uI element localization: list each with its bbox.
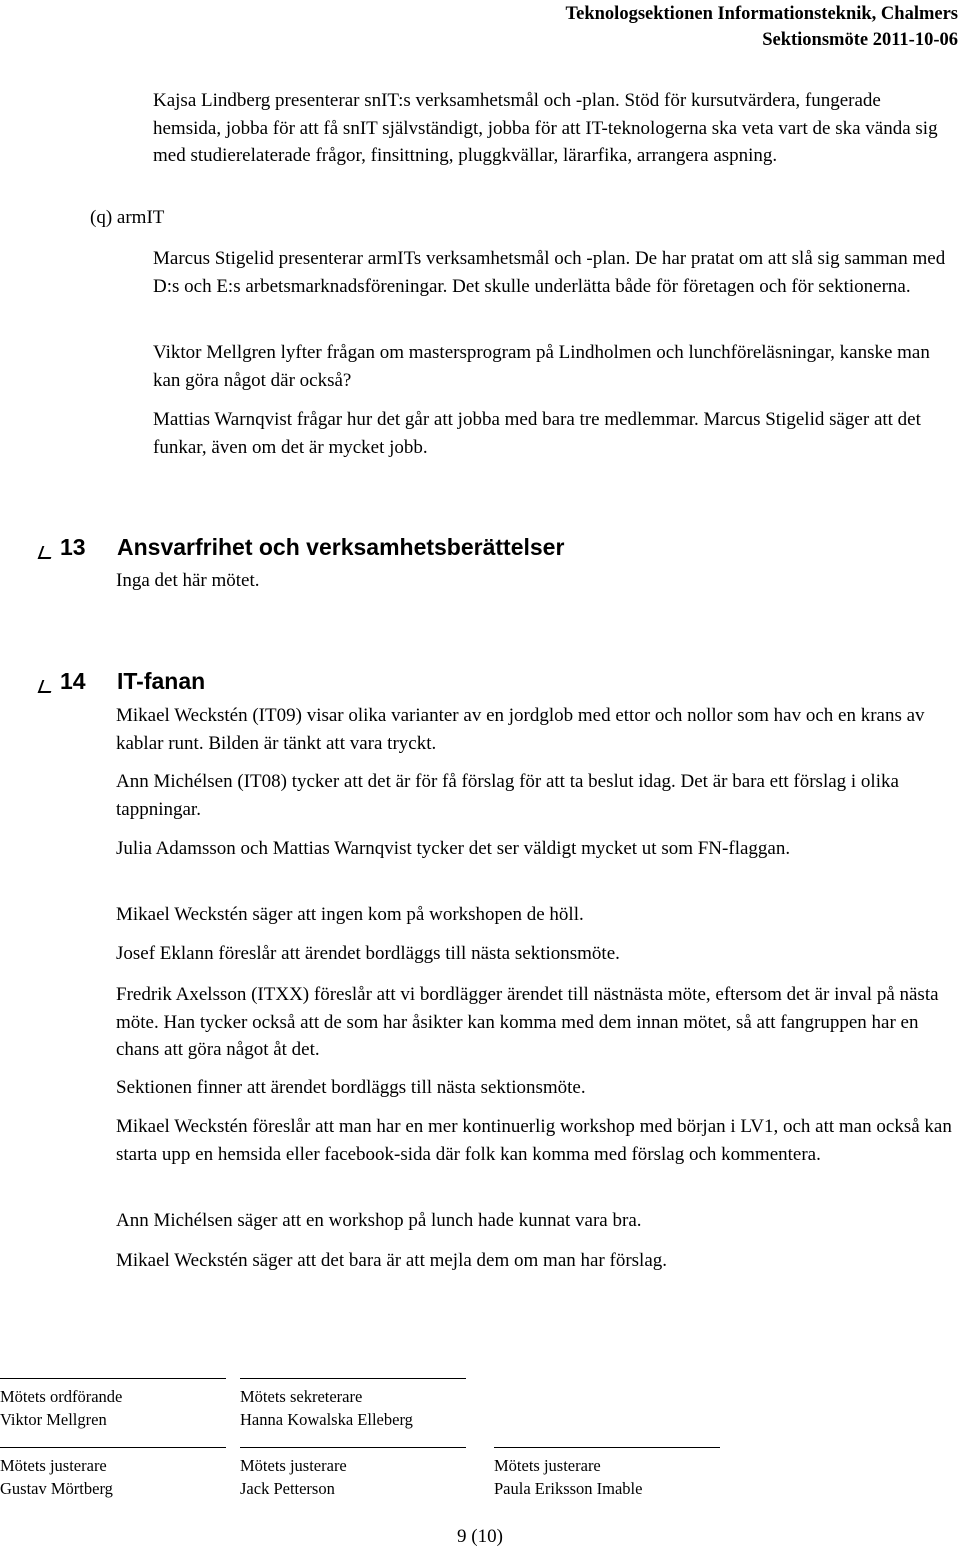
signature-name: Paula Eriksson Imable: [494, 1479, 643, 1498]
section-14-paragraph: Sektionen finner att ärendet bordläggs till nästa sektionsmöte.: [116, 1077, 586, 1098]
signature-secretary: [240, 1378, 466, 1431]
section-title: Ansvarfrihet och verksamhetsberättelser: [117, 534, 565, 560]
signature-role: Mötets justerare: [0, 1456, 107, 1475]
section-14-paragraph: Ann Michélsen (IT08) tycker att det är för få förslag för att ta beslut idag. Det är bara ett förslag i olika tappningar.: [116, 771, 899, 820]
signature-line: [240, 1378, 466, 1379]
signature-adjuster-3: [494, 1447, 720, 1500]
signature-role: Mötets justerare: [240, 1456, 347, 1475]
signature-line: [0, 1378, 226, 1379]
section-14-paragraph: Mikael Weckstén föreslår att man har en mer kontinuerlig workshop med början i LV1, och att man också kan starta upp en hemsida eller facebook-sida där folk kan komma med förslag och kommentera.: [116, 1116, 952, 1165]
section-title: IT-fanan: [117, 668, 206, 694]
header-organization: Teknologsektionen Informationsteknik, Chalmers: [565, 4, 958, 24]
armit-paragraph-3: Mattias Warnqvist frågar hur det går att jobba med bara tre medlemmar. Marcus Stigelid säger att det funkar, även om det är mycket jobb.: [153, 409, 921, 458]
signature-role: Mötets ordförande: [0, 1387, 123, 1406]
section-14-paragraph: Julia Adamsson och Mattias Warnqvist tycker det ser väldigt mycket ut som FN-flaggan.: [116, 838, 791, 859]
armit-paragraph-2: Viktor Mellgren lyfter frågan om mastersprogram på Lindholmen och lunchföreläsningar, kanske man kan göra något där också?: [153, 342, 930, 391]
page-number: 9 (10): [457, 1526, 503, 1547]
section-13-text: Inga det här mötet.: [116, 570, 260, 591]
heading-marker-icon: [38, 546, 56, 559]
signature-name: Viktor Mellgren: [0, 1410, 107, 1429]
section-14-paragraph: Mikael Weckstén säger att ingen kom på workshopen de höll.: [116, 904, 584, 925]
armit-item-label: (q) armIT: [90, 207, 165, 228]
signature-line: [0, 1447, 226, 1448]
header-meeting-date: Sektionsmöte 2011-10-06: [762, 30, 958, 50]
section-number: 14: [60, 668, 86, 694]
signature-adjuster-1: [0, 1447, 226, 1500]
section-14-paragraph: Mikael Weckstén säger att det bara är att mejla dem om man har förslag.: [116, 1250, 668, 1271]
signature-line: [240, 1447, 466, 1448]
signature-name: Jack Petterson: [240, 1479, 335, 1498]
section-number: 13: [60, 534, 86, 560]
signature-role: Mötets justerare: [494, 1456, 601, 1475]
signature-line: [494, 1447, 720, 1448]
signature-adjuster-2: [240, 1447, 466, 1500]
section-14-paragraph: Ann Michélsen säger att en workshop på lunch hade kunnat vara bra.: [116, 1210, 642, 1231]
signature-name: Hanna Kowalska Elleberg: [240, 1410, 413, 1429]
page-header: [566, 1, 959, 53]
snit-paragraph: Kajsa Lindberg presenterar snIT:s verksamhetsmål och -plan. Stöd för kursutvärdera, fungerade hemsida, jobba för att få snIT självständigt, jobba för att IT-teknologerna ska veta vart de ska vända sig med studierelaterade frågor, finsittning, pluggkvällar, lärarfika, arrangera aspning.: [153, 90, 938, 166]
section-14-paragraph: Fredrik Axelsson (ITXX) föreslår att vi bordlägger ärendet till nästnästa möte, eftersom det är inval på nästa möte. Han tycker också att de som har åsikter kan komma med dem innan mötet, så att fangruppen har en chans att göra något åt det.: [116, 984, 939, 1060]
section-14-paragraph: Josef Eklann föreslår att ärendet bordläggs till nästa sektionsmöte.: [116, 943, 620, 964]
signature-name: Gustav Mörtberg: [0, 1479, 113, 1498]
section-14-paragraph: Mikael Weckstén (IT09) visar olika varianter av en jordglob med ettor och nollor som hav och en krans av kablar runt. Bilden är tänkt att vara tryckt.: [116, 705, 925, 754]
heading-marker-icon: [38, 680, 56, 693]
armit-paragraph-1: Marcus Stigelid presenterar armITs verksamhetsmål och -plan. De har pratat om att slå sig samman med D:s och E:s arbetsmarknadsföreningar. Det skulle underlätta både för företagen och för sektionerna.: [153, 248, 946, 297]
signature-role: Mötets sekreterare: [240, 1387, 363, 1406]
signature-chairman: [0, 1378, 226, 1431]
